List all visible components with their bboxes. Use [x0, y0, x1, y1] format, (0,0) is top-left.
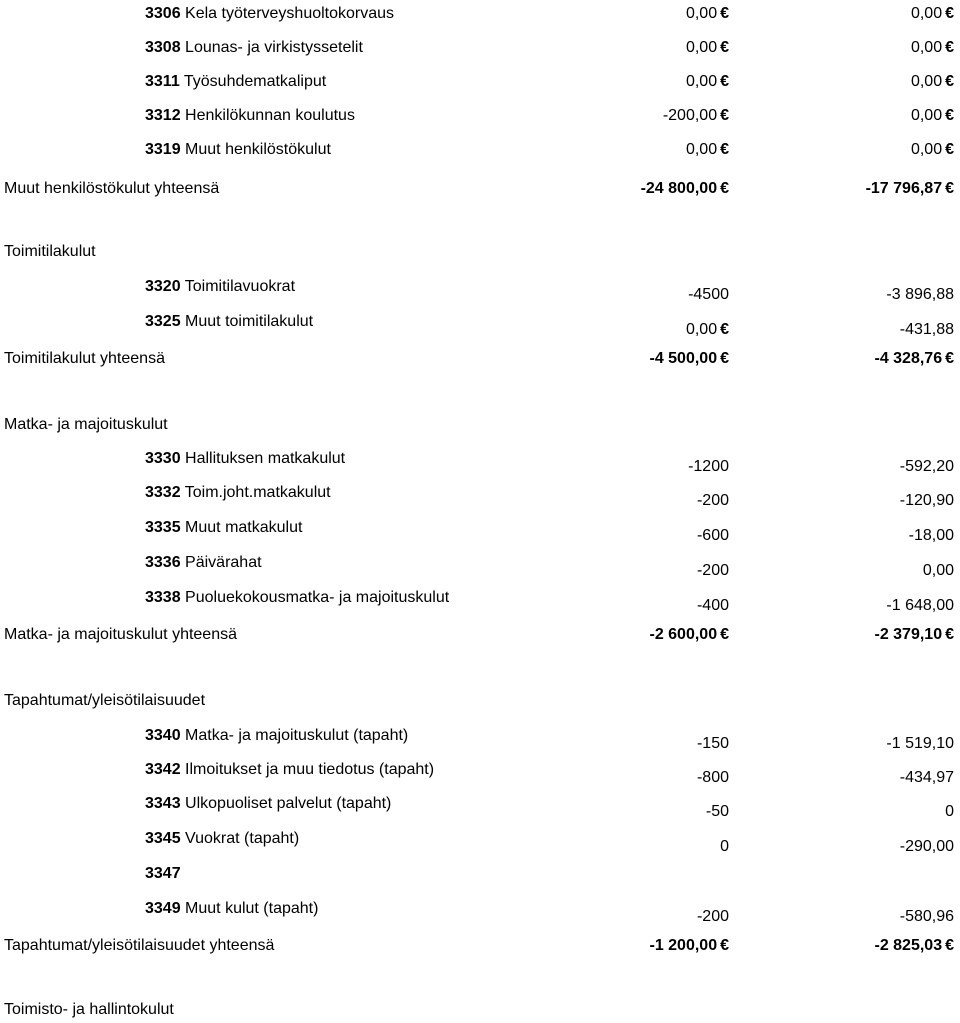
actual-amount: 0,00: [910, 5, 943, 22]
actual-amount: 0,00: [910, 73, 943, 90]
account-code: 3325: [145, 313, 181, 330]
budget-value: -200: [696, 492, 729, 509]
account-name: Lounas- ja virkistyssetelit: [185, 39, 363, 56]
actual-amount: 0,00: [910, 107, 943, 124]
actual-value: -1 519,10: [886, 735, 954, 752]
budget-value: -1200: [688, 458, 729, 475]
row-label: [145, 2, 394, 26]
budget-value: -400: [696, 597, 729, 614]
euro-sign: €: [720, 39, 729, 56]
budget-total-amount: -2 600,00: [649, 626, 718, 643]
row-label: [145, 862, 181, 886]
euro-sign: €: [945, 73, 954, 90]
account-code: 3320: [145, 278, 181, 295]
euro-sign: €: [720, 5, 729, 22]
actual-value: -1 648,00: [886, 597, 954, 614]
actual-value: [911, 104, 954, 128]
budget-amount: 0,00: [685, 141, 718, 158]
account-name: Muut matkakulut: [185, 519, 303, 536]
euro-sign: €: [945, 937, 954, 954]
euro-sign: €: [720, 107, 729, 124]
section-total-row: [0, 177, 960, 201]
euro-sign: €: [945, 5, 954, 22]
total-label: Tapahtumat/yleisötilaisuudet yhteensä: [4, 937, 275, 954]
budget-value: 0: [720, 838, 729, 855]
section-heading: [0, 689, 960, 713]
actual-total: [874, 623, 954, 647]
account-code: 3308: [145, 39, 181, 56]
euro-sign: €: [720, 321, 729, 338]
table-row: [0, 2, 960, 26]
section-total-row: [0, 934, 960, 958]
account-code: 3347: [145, 865, 181, 882]
account-code: 3319: [145, 141, 181, 158]
account-code: 3338: [145, 589, 181, 606]
actual-value: -431,88: [899, 321, 954, 338]
account-code: 3311: [145, 73, 180, 90]
row-label: [145, 70, 326, 94]
budget-value: [686, 36, 729, 60]
budget-value: -4500: [688, 286, 729, 303]
table-row-values: [0, 516, 960, 544]
budget-value: [686, 70, 729, 94]
euro-sign: €: [945, 626, 954, 643]
budget-total-amount: -1 200,00: [649, 937, 718, 954]
euro-sign: €: [945, 39, 954, 56]
section-total-row: [0, 347, 960, 371]
section-title: Toimisto- ja hallintokulut: [4, 1001, 174, 1018]
account-name: Toimitilavuokrat: [184, 278, 296, 295]
table-row: [0, 138, 960, 162]
table-row-values: [0, 827, 960, 855]
budget-total-amount: -24 800,00: [640, 180, 718, 197]
budget-value: [663, 104, 729, 128]
table-row: [0, 862, 960, 886]
actual-total-amount: -17 796,87: [865, 180, 943, 197]
account-name: Ulkopuoliset palvelut (tapaht): [185, 795, 392, 812]
actual-value: -120,90: [899, 492, 954, 509]
actual-amount: 0,00: [910, 39, 943, 56]
euro-sign: €: [720, 141, 729, 158]
account-code: 3332: [145, 484, 181, 501]
euro-sign: €: [720, 350, 729, 367]
table-row-values: [0, 275, 960, 303]
actual-value: [911, 70, 954, 94]
budget-amount: 0,00: [685, 321, 718, 338]
total-label: Matka- ja majoituskulut yhteensä: [4, 626, 237, 643]
account-name: Matka- ja majoituskulut (tapaht): [185, 727, 409, 744]
budget-value: [686, 2, 729, 26]
account-code: 3306: [145, 5, 181, 22]
section-heading: [0, 240, 960, 264]
table-row-values: [0, 310, 960, 338]
section-title: Matka- ja majoituskulut: [4, 416, 168, 433]
section-total-row: [0, 623, 960, 647]
account-name: Päivärahat: [185, 554, 262, 571]
budget-value: [686, 138, 729, 162]
account-name: Vuokrat (tapaht): [185, 830, 300, 847]
actual-value: -580,96: [899, 908, 954, 925]
table-row-values: [0, 481, 960, 509]
section-heading: [0, 998, 960, 1022]
table-row: [0, 104, 960, 128]
account-code: 3345: [145, 830, 181, 847]
table-row-values: [0, 758, 960, 786]
actual-value: 0,00: [922, 562, 954, 579]
account-name: Työsuhdematkaliput: [183, 73, 327, 90]
total-label: Muut henkilöstökulut yhteensä: [4, 180, 220, 197]
euro-sign: €: [720, 937, 729, 954]
budget-value: -150: [696, 735, 729, 752]
budget-value: -50: [705, 803, 729, 820]
actual-value: -18,00: [908, 527, 954, 544]
section-title: Tapahtumat/yleisötilaisuudet: [4, 692, 206, 709]
euro-sign: €: [945, 180, 954, 197]
table-row-values: [0, 792, 960, 820]
table-row-values: [0, 447, 960, 475]
account-code: 3336: [145, 554, 181, 571]
euro-sign: €: [945, 141, 954, 158]
budget-amount: -200,00: [662, 107, 718, 124]
actual-value: -3 896,88: [886, 286, 954, 303]
actual-total-amount: -4 328,76: [874, 350, 943, 367]
account-name: Muut kulut (tapaht): [185, 900, 319, 917]
euro-sign: €: [945, 107, 954, 124]
table-row: [0, 36, 960, 60]
actual-amount: 0,00: [910, 141, 943, 158]
account-code: 3312: [145, 107, 181, 124]
budget-total: [649, 934, 729, 958]
account-name: Kela työterveyshuoltokorvaus: [185, 5, 395, 22]
account-code: 3330: [145, 450, 181, 467]
actual-total-amount: -2 379,10: [874, 626, 943, 643]
budget-total: [641, 177, 729, 201]
actual-value: -592,20: [899, 458, 954, 475]
euro-sign: €: [720, 180, 729, 197]
account-code: 3349: [145, 900, 181, 917]
budget-total: [649, 347, 729, 371]
budget-total: [649, 623, 729, 647]
budget-value: [686, 318, 729, 342]
actual-total: [874, 934, 954, 958]
actual-value: -434,97: [899, 769, 954, 786]
table-row: [0, 70, 960, 94]
actual-value: [911, 138, 954, 162]
account-name: Hallituksen matkakulut: [185, 450, 346, 467]
actual-total: [866, 177, 954, 201]
account-name: Puoluekokousmatka- ja majoituskulut: [185, 589, 450, 606]
table-row-values: [0, 724, 960, 752]
budget-value: -200: [696, 908, 729, 925]
table-row-values: [0, 586, 960, 614]
account-code: 3340: [145, 727, 181, 744]
actual-total-amount: -2 825,03: [874, 937, 943, 954]
euro-sign: €: [720, 626, 729, 643]
account-code: 3343: [145, 795, 181, 812]
budget-amount: 0,00: [685, 73, 718, 90]
row-label: [145, 138, 331, 162]
euro-sign: €: [945, 350, 954, 367]
actual-value: [911, 2, 954, 26]
account-name: Henkilökunnan koulutus: [185, 107, 355, 124]
account-name: Muut toimitilakulut: [185, 313, 314, 330]
budget-value: -800: [696, 769, 729, 786]
actual-value: [911, 36, 954, 60]
budget-total-amount: -4 500,00: [649, 350, 718, 367]
budget-value: -200: [696, 562, 729, 579]
total-label: Toimitilakulut yhteensä: [4, 350, 165, 367]
account-name: Toim.joht.matkakulut: [184, 484, 331, 501]
table-row-values: [0, 551, 960, 579]
actual-value: -290,00: [899, 838, 954, 855]
account-name: Muut henkilöstökulut: [185, 141, 331, 158]
budget-amount: 0,00: [685, 39, 718, 56]
actual-total: [874, 347, 954, 371]
budget-value: -600: [696, 527, 729, 544]
row-label: [145, 36, 363, 60]
account-code: 3335: [145, 519, 181, 536]
account-code: 3342: [145, 761, 181, 778]
section-heading: [0, 413, 960, 437]
table-row-values: [0, 897, 960, 925]
section-title: Toimitilakulut: [4, 243, 96, 260]
actual-value: 0: [945, 803, 954, 820]
account-name: Ilmoitukset ja muu tiedotus (tapaht): [185, 761, 435, 778]
euro-sign: €: [720, 73, 729, 90]
row-label: [145, 104, 355, 128]
budget-amount: 0,00: [685, 5, 718, 22]
